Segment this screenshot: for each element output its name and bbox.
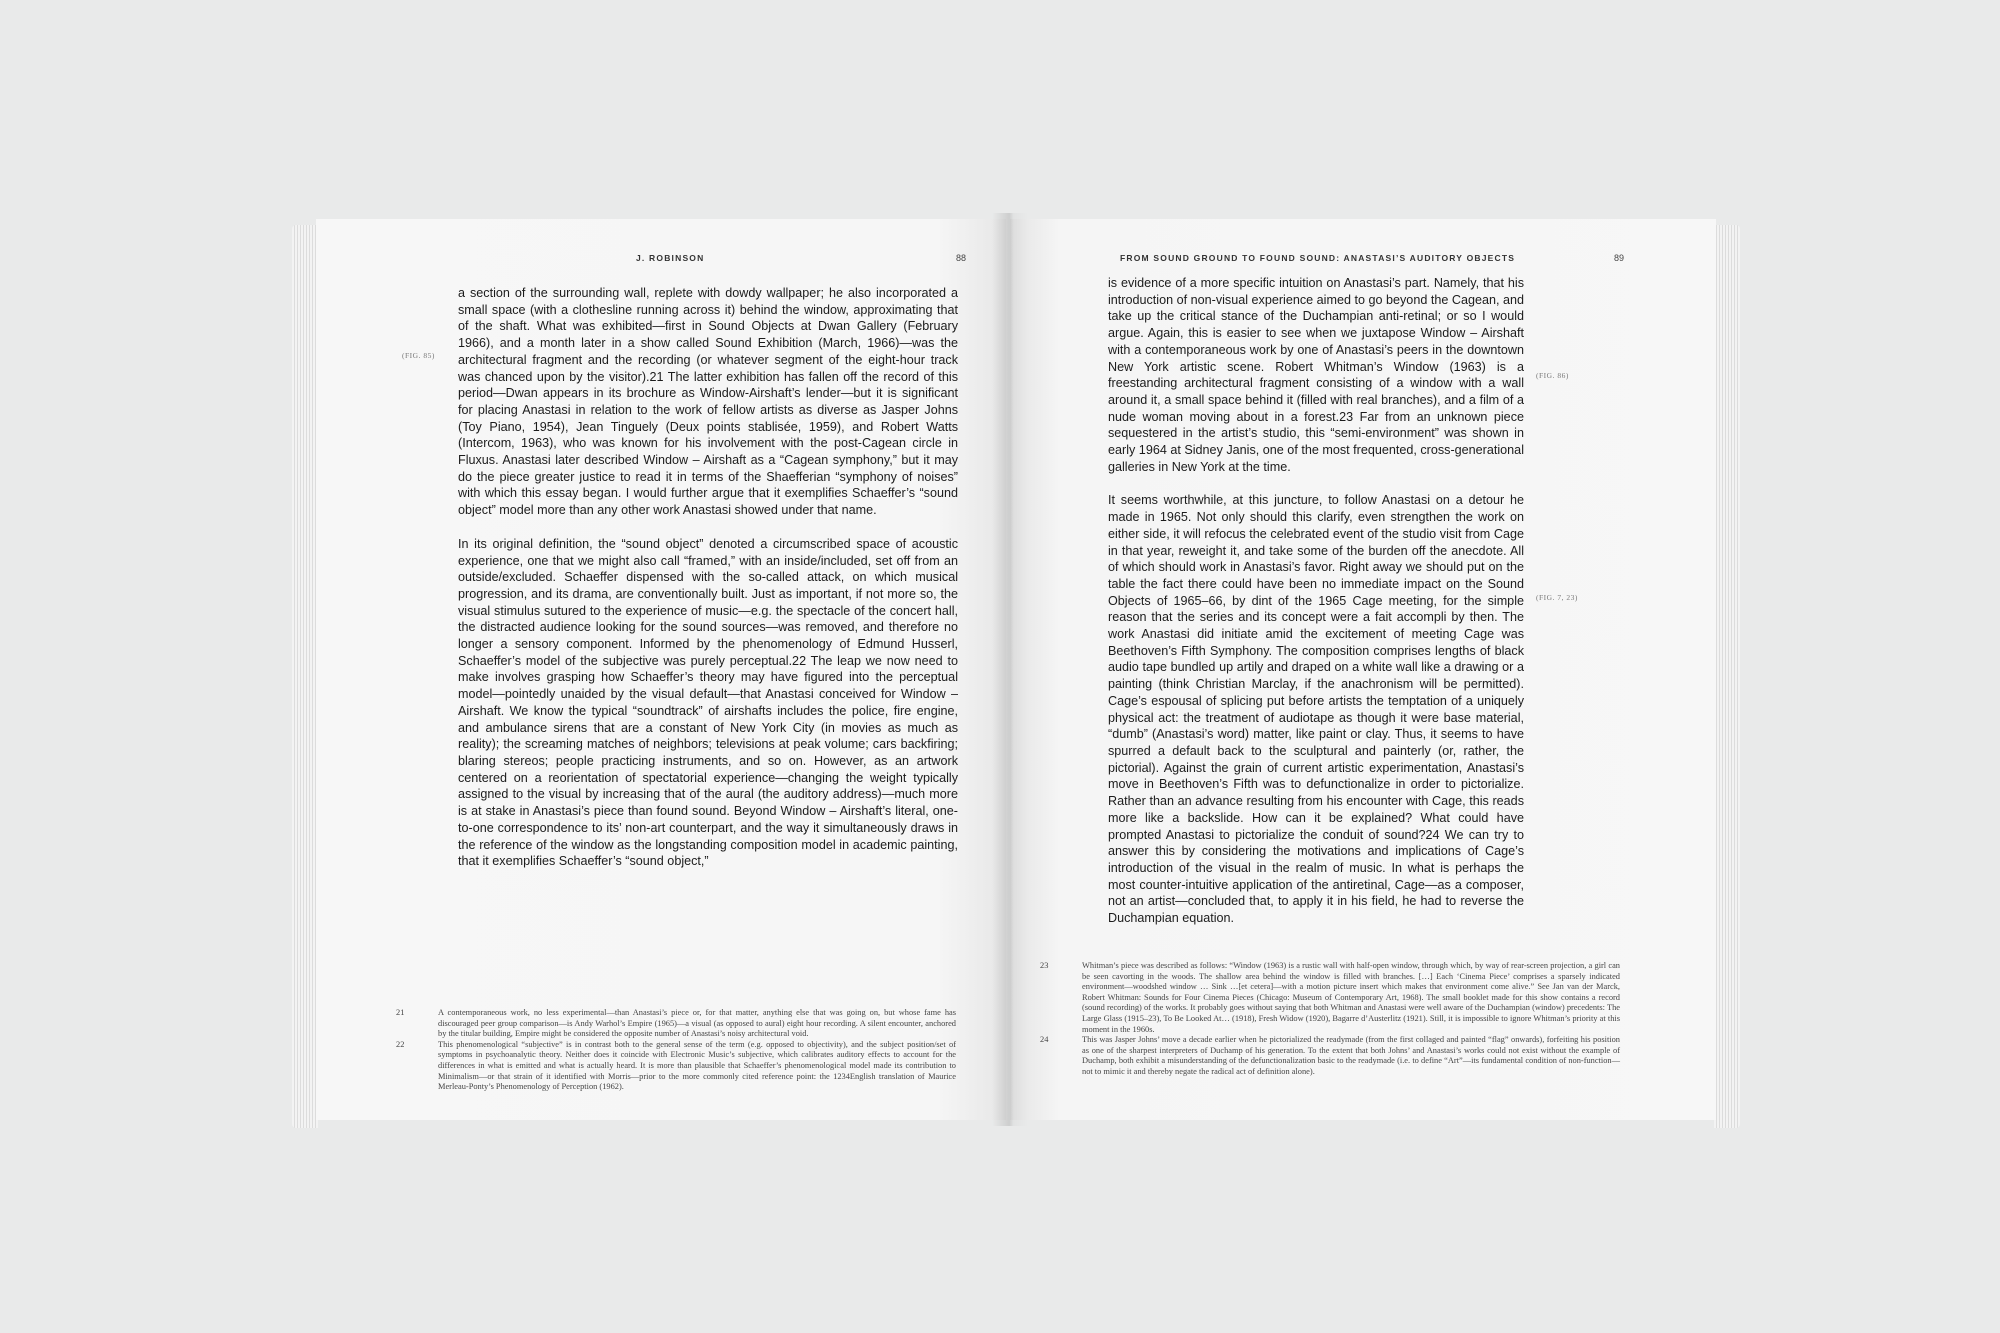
footnote (396, 1040, 956, 1093)
paragraph: In its original definition, the “sound object” denoted a circumscribed space of acoustic experience, one that we might also call “framed,” with an inside/included, set off from an outside/excluded. Schaeffer dispensed with the so-called attack, on which musical progression, and its drama, are conventionally built. Just as important, if not more so, the visual stimulus sutured to the experience of music—e.g. the spectacle of the concert hall, the distracted audience looking for the sound sources—was removed, and therefore no longer a sensory component. Informed by the phenomenology of Edmund Husserl, Schaeffer’s model of the subjective was purely perceptual.22 The leap we now need to make involves grasping how Schaeffer’s theory may have figured into the perceptual model—pointedly unaided by the visual default—that Anastasi conceived for Window – Airshaft. We know the typical “soundtrack” of airshafts includes the police, fire engine, and ambulance sirens that are a constant of New York City (in movies as much as reality); the screaming matches of neighbors; televisions at peak volume; cars backfiring; blaring stereos; people practicing instruments, and so on. However, as an artwork centered on a reorientation of spectatorial experience—changing the weight typically assigned to the visual by increasing that of the aural (the auditory address)—much more is at stake in Anastasi’s piece than found sound. Beyond Window – Airshaft’s literal, one-to-one correspondence to its’ non-art counterpart, and the way it simultaneously draws in the reference of the window as the longstanding composition model in academic painting, that it exemplifies Schaeffer’s “sound object,” (458, 536, 958, 869)
page-number-left: 88 (956, 253, 967, 263)
paragraph: a section of the surrounding wall, replete with dowdy wallpaper; he also incorporated a small space (with a clothesline running across it) behind the window, approximating that of the shaft. What was exhibited—first in Sound Objects at Dwan Gallery (February 1966), and a month later in a show called Sound Exhibition (March, 1966)—was the architectural fragment and the recording (or whatever segment of the eight-hour track was chanced upon by the visitor).21 The latter exhibition has fallen off the record of this period—Dwan appears in its brochure as Window-Airshaft’s lender—but it is significant for placing Anastasi in relation to the work of fellow artists as diverse as Jasper Johns (Toy Piano, 1954), Jean Tinguely (Deux points stablisée, 1959), and Robert Watts (Intercom, 1963), who was known for his involvement with the post-Cagean circle in Fluxus. Anastasi later described Window – Airshaft as a “Cagean symphony,” but it may do the piece greater justice to read it in terms of the Shaefferian “symphony of noises” with which this essay began. I would further argue that it exemplifies Schaeffer’s “sound object” model more than any other work Anastasi showed under that name. (458, 286, 958, 518)
open-book (292, 205, 1740, 1130)
left-footnotes (396, 1008, 956, 1093)
figure-reference: (FIG. 86) (1536, 371, 1569, 380)
footnote-text: A contemporaneous work, no less experimental—than Anastasi’s piece or, for that matter, anything else that was going on, but whose fame has discouraged peer group comparison—is Andy Warhol’s Empire (1965)—a visual (as opposed to aural) eight hour recording. A silent encounter, anchored by the titular building, Empire might be considered the opposite number of Anastasi’s noisy architectural void. (438, 1008, 956, 1039)
right-footnotes (1040, 961, 1620, 1078)
paragraph: It seems worthwhile, at this juncture, to follow Anastasi on a detour he made in 1965. Not only should this clarify, even strengthen the work on either side, it will refocus the celebrated event of the studio visit from Cage in that year, reweight it, and take some of the burden off the anecdote. All of which should work in Anastasi’s favor. Right away we should put on the table the fact there could have been no immediate impact on the Sound Objects of 1965–66, by dint of the 1965 Cage meeting, for the simple reason that the series and its concept were a fait accompli by then. The work Anastasi did initiate amid the excitement of meeting Cage was Beethoven’s Fifth Symphony. The composition comprises lengths of black audio tape bundled up artily and draped on a white wall like a drawing or a painting (think Christian Marclay, if the anachronism will be permitted). Cage’s espousal of splicing put before artists the temptation of a uniquely physical act: the treatment of audiotape as though it were base material, “dumb” (Anastasi’s word) matter, like paint or clay. Thus, it seems to have spurred a default back to the sculptural and painterly (or, rather, the pictorial). Against the grain of current artistic experimentation, Anastasi’s move in Beethoven’s Fifth was to defunctionalize in order to pictorialize. Rather than an advance resulting from his encounter with Cage, this reads more like a backslide. How can it be explained? What could have prompted Anastasi to pictorialize the conduit of sound?24 We can try to answer this by considering the motivations and implications of Cage’s introduction of the visual in the realm of music. In what is perhaps the most counter-intuitive application of the antiretinal, Cage—as a composer, not an artist—concluded that, to apply it in his field, he had to reverse the Duchampian equation. (1108, 493, 1524, 926)
page-number-right: 89 (1614, 253, 1625, 263)
running-head-right: FROM SOUND GROUND TO FOUND SOUND: ANASTASI’S AUDITORY OBJECTS (1120, 253, 1516, 263)
footnote-number: 21 (396, 1008, 405, 1017)
footnote-number: 22 (396, 1039, 405, 1049)
footnote (1040, 961, 1620, 1035)
footnote-number: 24 (1040, 1035, 1049, 1045)
figure-reference: (FIG. 85) (402, 351, 435, 360)
right-page (1010, 219, 1716, 1120)
footnote (396, 1008, 956, 1040)
paragraph: is evidence of a more specific intuition on Anastasi’s part. Namely, that his introduction of non-visual experience aimed to go beyond the Cagean, and take up the critical stance of the Duchampian anti-retinal; or so I would argue. Again, this is easier to see when we juxtapose Window – Airshaft with a contemporaneous work by one of Anastasi’s peers in the downtown New York artistic scene. Robert Whitman’s Window (1963) is a freestanding architectural fragment consisting of a window with a wall around it, a small space behind it (filled with real branches), and a film of a nude woman moving about in a forest.23 Far from an unknown piece sequestered in the artist’s studio, this “semi-environment” was shown in early 1964 at Sidney Janis, one of the most frequented, cross-generational galleries in New York at the time. (1108, 276, 1524, 474)
footnote-text: Whitman’s piece was described as follows: “Window (1963) is a rustic wall with half-open window, through which, by way of rear-screen projection, a girl can be seen cavorting in the woods. The shallow area behind the window is filled with branches. […] Each ‘Cinema Piece’ comprises a sparsely indicated environment—woodshed window … Sink …[et cetera]—with a motion picture insert which makes that environment come alive.” See Jan van der Marck, Robert Whitman: Sounds for Four Cinema Pieces (Chicago: Museum of Contemporary Art, 1968). The small booklet made for this show contains a record (sound recording) of the works. It probably goes without saying that both Whitman and Anastasi were well aware of the Duchampian (window) precedents: The Large Glass (1915–23), To Be Looked At… (1918), Fresh Widow (1920), Bagarre d’Austerlitz (1921). Still, it is impossible to ignore Whitman’s priority at this moment in the 1960s. (1082, 961, 1620, 1034)
footnote-text: This was Jasper Johns’ move a decade earlier when he pictorialized the readymade (from the first collaged and painted “flag” onwards), forfeiting his position as one of the sharpest interpreters of Duchamp of his generation. To the extent that both Johns’ and Anastasi’s works could not exist without the example of Duchamp, both exhibit a misunderstanding of the defunctionalization basic to the readymade (i.e. to define “Art”—its fundamental condition of non-function—not to mimic it and thereby negate the radical act of definition alone). (1082, 1035, 1620, 1076)
right-body-text (1108, 275, 1524, 927)
running-head-left: J. ROBINSON (636, 253, 705, 263)
footnote-number: 23 (1040, 961, 1049, 970)
figure-reference: (FIG. 7, 23) (1536, 593, 1578, 602)
page-stack-right (1714, 225, 1740, 1128)
left-page (316, 219, 1006, 1120)
page-stack-left (292, 225, 318, 1128)
footnote-text: This phenomenological “subjective” is in contrast both to the general sense of the term (e.g. opposed to objectivity), and the subject position/set of symptoms in psychoanalytic theory. Neither does it coincide with Electronic Music’s subjective, which calibrates auditory effects to account for the differences in what is emitted and what is actually heard. It is more than plausible that Schaeffer’s phenomenological model made its contribution to Minimalism—or that strain of it identified with Morris—prior to the more commonly cited reference point: the 1234English translation of Maurice Merleau-Ponty’s Phenomenology of Perception (1962). (438, 1039, 956, 1092)
book-gutter (992, 213, 1028, 1126)
footnote (1040, 1035, 1620, 1077)
left-body-text (458, 285, 958, 870)
